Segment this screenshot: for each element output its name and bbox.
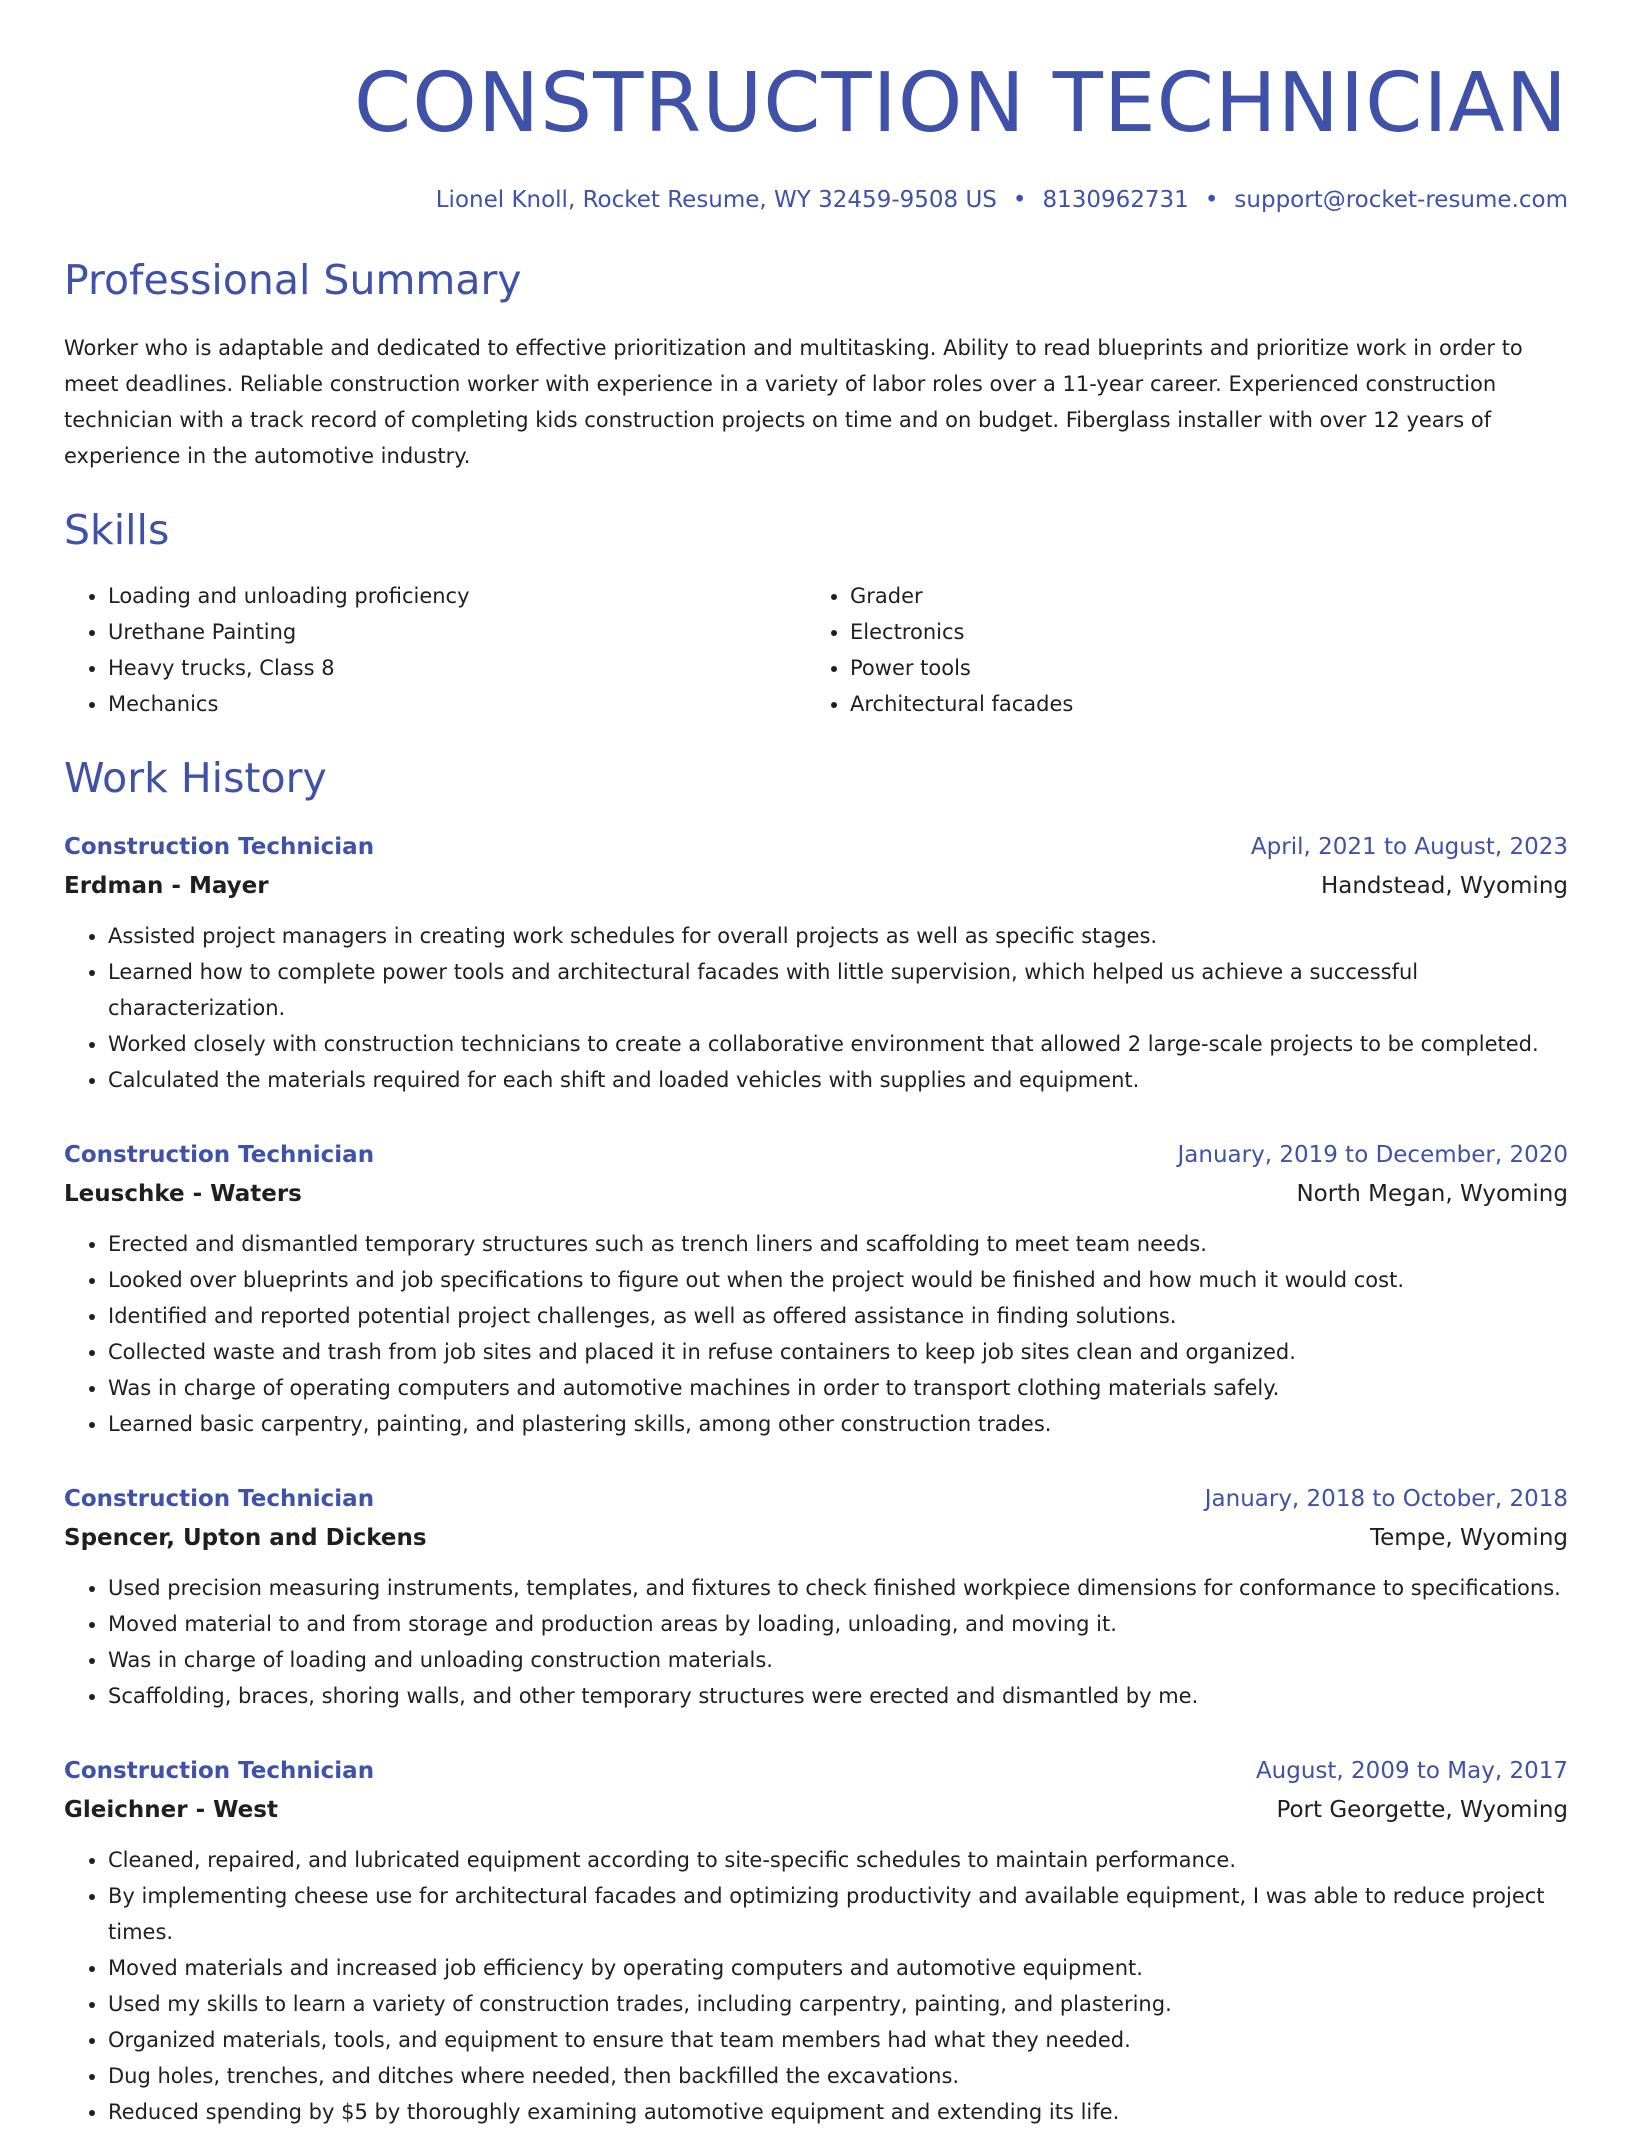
job-company-row — [64, 1174, 1568, 1214]
job-title-row — [64, 1136, 1568, 1174]
skill-item: • Heavy trucks, Class 8 — [108, 650, 806, 686]
contact-separator: • — [1204, 187, 1219, 213]
skill-item: • Power tools — [850, 650, 1548, 686]
skill-item: • Architectural facades — [850, 686, 1548, 722]
job-title: Construction Technician — [64, 834, 375, 860]
job-entry — [64, 1752, 1568, 2130]
job-bullet: • Moved material to and from storage and production areas by loading, unloading, and moving it. — [108, 1606, 1568, 1642]
job-bullet: • Used precision measuring instruments, templates, and fixtures to check finished workpiece dimensions for conformance to specifications. — [108, 1570, 1568, 1606]
skill-item: • Urethane Painting — [108, 614, 806, 650]
skills-column-left — [64, 578, 806, 722]
skill-item: • Loading and unloading proficiency — [108, 578, 806, 614]
contact-phone: 8130962731 — [1042, 187, 1189, 213]
job-bullet: • Cleaned, repaired, and lubricated equipment according to site-specific schedules to maintain performance. — [108, 1842, 1568, 1878]
job-title: Construction Technician — [64, 1142, 375, 1168]
job-title: Construction Technician — [64, 1486, 375, 1512]
contact-line — [64, 182, 1568, 218]
resume-title: CONSTRUCTION TECHNICIAN — [354, 56, 1568, 151]
job-dates: January, 2019 to December, 2020 — [1177, 1142, 1568, 1168]
skills-grid — [64, 578, 1568, 722]
job-dates: April, 2021 to August, 2023 — [1250, 834, 1568, 860]
skills-section — [64, 502, 1568, 722]
job-company-row — [64, 1790, 1568, 1830]
job-bullet: • Was in charge of operating computers and automotive machines in order to transport clothing materials safely. — [108, 1370, 1568, 1406]
skill-item: • Grader — [850, 578, 1548, 614]
job-dates: January, 2018 to October, 2018 — [1204, 1486, 1568, 1512]
job-title-row — [64, 1752, 1568, 1790]
job-bullet: • Scaffolding, braces, shoring walls, and other temporary structures were erected and dismantled by me. — [108, 1678, 1568, 1714]
job-company-row — [64, 866, 1568, 906]
job-company: Erdman - Mayer — [64, 873, 269, 899]
skill-item: • Electronics — [850, 614, 1548, 650]
job-bullet: • Learned how to complete power tools and architectural facades with little supervision, which helped us achieve a successful characterization. — [108, 954, 1568, 1026]
job-bullet: • Dug holes, trenches, and ditches where needed, then backfilled the excavations. — [108, 2058, 1568, 2094]
job-bullets — [64, 918, 1568, 1098]
job-bullet: • Organized materials, tools, and equipment to ensure that team members had what they needed. — [108, 2022, 1568, 2058]
job-location: Port Georgette, Wyoming — [1276, 1797, 1568, 1823]
job-bullets — [64, 1842, 1568, 2130]
job-bullet: • Reduced spending by $5 by thoroughly examining automotive equipment and extending its life. — [108, 2094, 1568, 2130]
job-company: Spencer, Upton and Dickens — [64, 1525, 427, 1551]
job-company: Gleichner - West — [64, 1797, 278, 1823]
job-bullets — [64, 1226, 1568, 1442]
summary-text: Worker who is adaptable and dedicated to effective prioritization and multitasking. Ability to read blueprints and prioritize work in order to meet deadlines. Reliable construction worker with experience in a variety of labor roles over a 11-year career. Experienced construction technician with a track record of completing kids construction projects on time and on budget. Fiberglass installer with over 12 years of experience in the automotive industry. — [64, 336, 1523, 468]
job-bullet: • Used my skills to learn a variety of construction trades, including carpentry, painting, and plastering. — [108, 1986, 1568, 2022]
job-location: Handstead, Wyoming — [1320, 873, 1568, 899]
job-bullet: • Identified and reported potential project challenges, as well as offered assistance in finding solutions. — [108, 1298, 1568, 1334]
job-bullet: • Assisted project managers in creating work schedules for overall projects as well as specific stages. — [108, 918, 1568, 954]
job-company: Leuschke - Waters — [64, 1181, 302, 1207]
job-bullet: • Collected waste and trash from job sites and placed it in refuse containers to keep job sites clean and organized. — [108, 1334, 1568, 1370]
job-bullet: • Calculated the materials required for each shift and loaded vehicles with supplies and equipment. — [108, 1062, 1568, 1098]
skill-item: • Mechanics — [108, 686, 806, 722]
resume-header — [64, 46, 1568, 218]
job-bullet: • Was in charge of loading and unloading construction materials. — [108, 1642, 1568, 1678]
job-location: North Megan, Wyoming — [1296, 1181, 1568, 1207]
contact-address: Lionel Knoll, Rocket Resume, WY 32459-9508 US — [435, 187, 997, 213]
job-bullet: • By implementing cheese use for architectural facades and optimizing productivity and available equipment, I was able to reduce project times. — [108, 1878, 1568, 1950]
professional-summary-section — [64, 252, 1568, 474]
job-title-row — [64, 1480, 1568, 1518]
job-bullet: • Moved materials and increased job efficiency by operating computers and automotive equipment. — [108, 1950, 1568, 1986]
job-bullet: • Worked closely with construction technicians to create a collaborative environment that allowed 2 large-scale projects to be completed. — [108, 1026, 1568, 1062]
job-bullet: • Erected and dismantled temporary structures such as trench liners and scaffolding to meet team needs. — [108, 1226, 1568, 1262]
job-entry — [64, 1480, 1568, 1714]
job-bullet: • Looked over blueprints and job specifications to figure out when the project would be finished and how much it would cost. — [108, 1262, 1568, 1298]
job-entry — [64, 828, 1568, 1098]
job-title-row — [64, 828, 1568, 866]
job-dates: August, 2009 to May, 2017 — [1255, 1758, 1568, 1784]
job-bullets — [64, 1570, 1568, 1714]
skills-column-right — [806, 578, 1548, 722]
section-title-summary: Professional Summary — [64, 256, 522, 304]
contact-email: support@rocket-resume.com — [1234, 187, 1568, 213]
job-title: Construction Technician — [64, 1758, 375, 1784]
section-title-work-history: Work History — [64, 754, 327, 802]
section-title-skills: Skills — [64, 506, 170, 554]
work-history-section — [64, 750, 1568, 2130]
contact-separator: • — [1012, 187, 1027, 213]
job-location: Tempe, Wyoming — [1369, 1525, 1568, 1551]
job-entry — [64, 1136, 1568, 1442]
job-bullet: • Learned basic carpentry, painting, and plastering skills, among other construction trades. — [108, 1406, 1568, 1442]
job-company-row — [64, 1518, 1568, 1558]
